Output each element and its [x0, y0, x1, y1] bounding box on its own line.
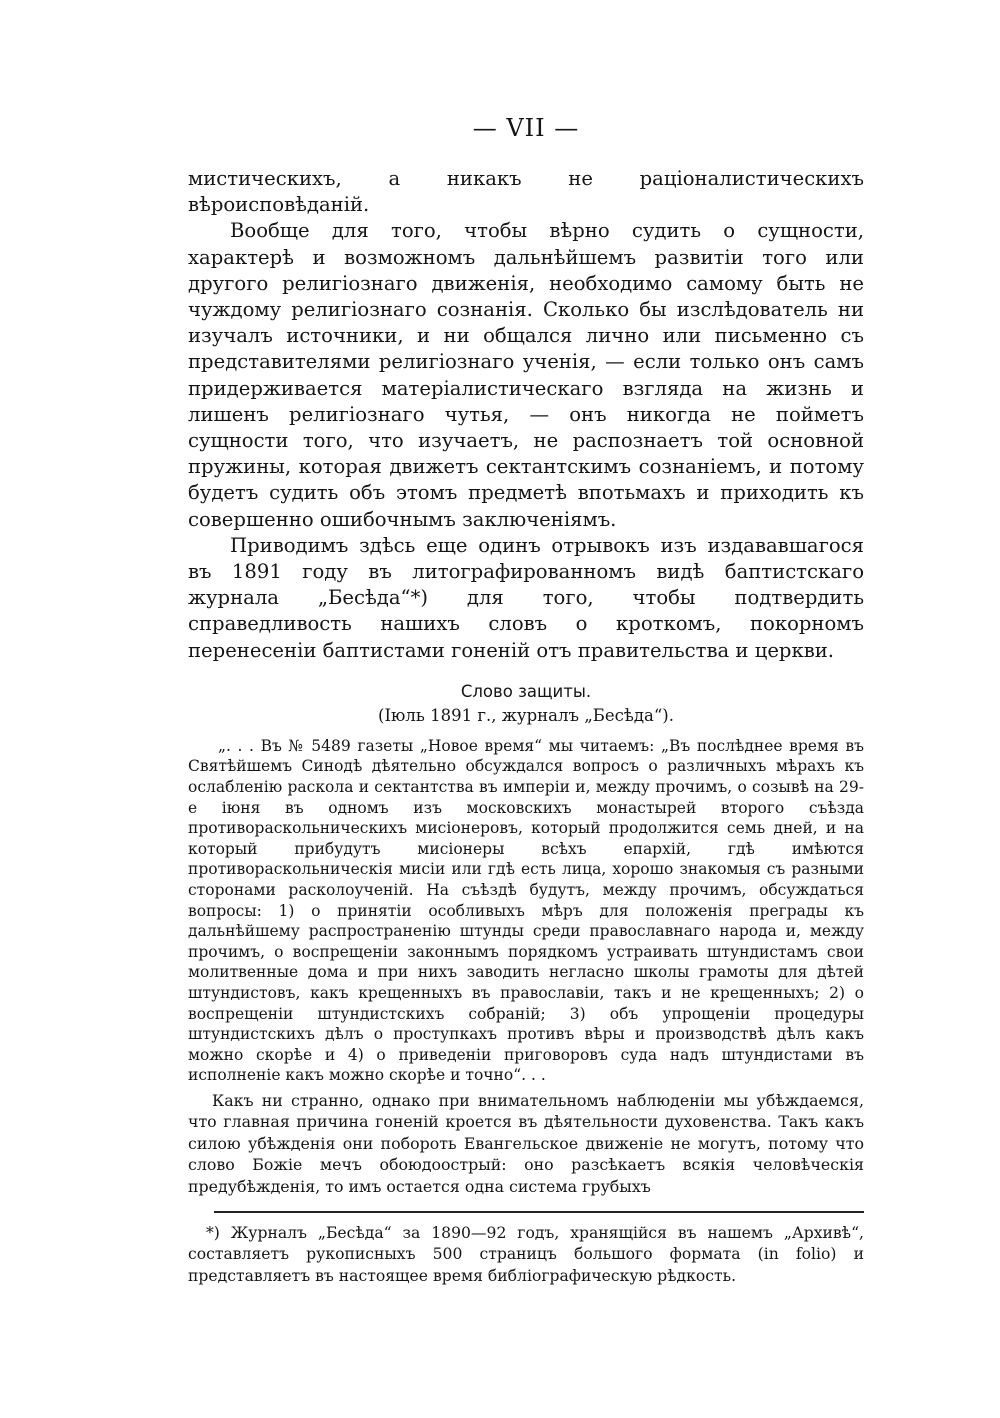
section-title: Слово защиты.	[460, 681, 592, 701]
main-text	[188, 166, 864, 664]
quoted-article-text: „. . . Въ № 5489 газеты „Новое время“ мы читаемъ: „Въ послѣднее время въ Святѣйшемъ Синодѣ дѣятельно обсуждался вопросъ о различныхъ мѣрахъ къ ослабленію раскола и сектантства въ имперіи и, между прочимъ, о созывѣ на 29-е іюня въ одномъ изъ московскихъ монастырей второго съѣзда противораскольническихъ мисіонеровъ, который продолжится семь дней, и на который прибудутъ мисіонеры всѣхъ епархій, гдѣ имѣются противораскольническія мисіи или гдѣ есть лица, хорошо знакомыя съ разными сторонами расколоученій. На съѣздѣ будутъ, между прочимъ, обсуждаться вопросы: 1) о принятіи особливыхъ мѣръ для положенія преграды къ дальнѣйшему распространенію штунды среди православнаго народа и, между прочимъ, о воспрещеніи законнымъ порядкомъ устраивать штундистамъ свои молитвенные дома и при нихъ заводить негласно школы грамоты для дѣтей штундистовъ, какъ крещенныхъ въ православіи, такъ и не крещенныхъ; 2) о воспрещеніи штундистскихъ собраній; 3) объ упрощеніи процедуры штундистскихъ дѣлъ о проступкахъ противъ вѣры и производствѣ дѣлъ какъ можно скорѣе и 4) о приведеніи приговоровъ суда надъ штундистами въ исполненіе какъ можно скорѣе и точно“. . .	[188, 736, 864, 1085]
footnote	[188, 1223, 864, 1288]
quoted-article	[188, 736, 864, 1086]
page-number: — VII —	[472, 114, 580, 142]
commentary-text	[188, 1090, 864, 1197]
book-page	[188, 112, 864, 1312]
paragraph-continuation: мистическихъ, а никакъ не раціоналистическихъ вѣроисповѣданій.	[188, 167, 864, 217]
footnote-text: *) Журналъ „Бесѣда“ за 1890—92 годъ, хранящійся въ нашемъ „Архивѣ“, составляетъ рукописныхъ 500 страницъ большого формата (in folio) и представляетъ въ настоящее время библіографическую рѣдкость.	[188, 1223, 864, 1285]
footnote-divider	[214, 1211, 864, 1213]
paragraph-religious-consciousness: Вообще для того, чтобы вѣрно судить о сущности, характерѣ и возможномъ дальнѣйшемъ развитіи того или другого религіознаго движенія, необходимо самому быть не чуждому религіознаго сознанія. Сколько бы изслѣдователь ни изучалъ источники, и ни общался лично или письменно съ представителями религіознаго ученія, — если только онъ самъ придерживается матеріалистическаго взгляда на жизнь и лишенъ религіознаго чутья, — онъ никогда не пойметъ сущности того, что изучаетъ, не распознаетъ той основной пружины, которая движетъ сектантскимъ сознаніемъ, и потому будетъ судить объ этомъ предметѣ впотьмахъ и приходить къ совершенно ошибочнымъ заключеніямъ.	[188, 219, 864, 531]
section-subtitle: (Іюль 1891 г., журналъ „Бесѣда“).	[378, 705, 674, 725]
paragraph-beseda-excerpt-intro: Приводимъ здѣсь еще одинъ отрывокъ изъ издававшагося въ 1891 году въ литографированномъ видѣ баптистскаго журнала „Бесѣда“*) для того, чтобы подтвердить справедливость нашихъ словъ о кроткомъ, покорномъ перенесеніи баптистами гоненій отъ правительства и церкви.	[188, 533, 864, 662]
commentary-paragraph: Какъ ни странно, однако при внимательномъ наблюденіи мы убѣждаемся, что главная причина гоненій кроется въ дѣятельности духовенства. Такъ какъ силою убѣжденія они побороть Евангельское движеніе не могутъ, потому что слово Божіе мечъ обоюдоострый: оно разсѣкаетъ всякія человѣческія предубѣжденія, то имъ остается одна система грубыхъ	[188, 1090, 864, 1196]
